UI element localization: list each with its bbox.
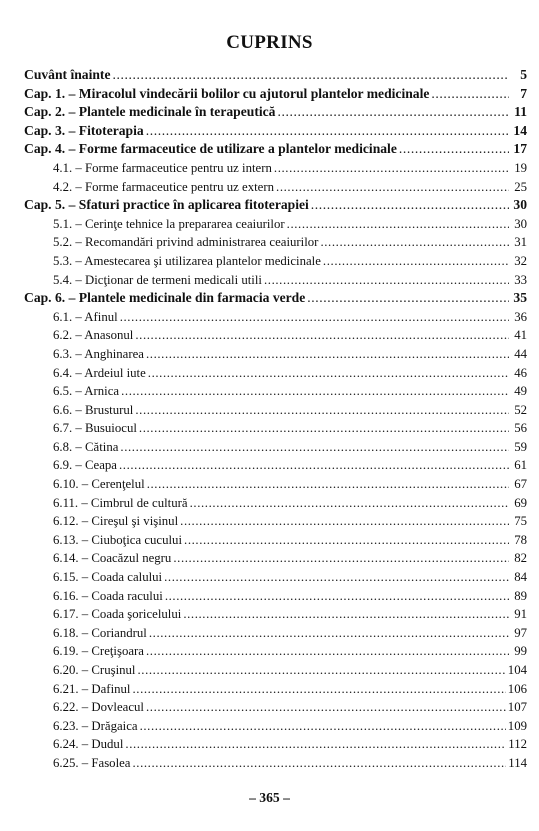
toc-entry-page-number: 52	[514, 402, 527, 417]
toc-entry-label: 6.17. – Coada şoricelului	[53, 607, 182, 622]
toc-entry-label: 6.10. – Cerenţelul	[53, 477, 145, 492]
table-of-contents	[24, 66, 527, 773]
dot-leader	[399, 140, 509, 159]
dot-leader	[165, 587, 509, 606]
dot-leader	[132, 754, 506, 773]
toc-entry-label: Cap. 5. – Sfaturi practice în aplicarea fitoterapiei	[24, 197, 309, 213]
toc-subsection-entry	[24, 735, 527, 754]
toc-entry-label: 5.2. – Recomandări privind administrarea ceaiurilor	[53, 235, 319, 250]
toc-chapter-entry	[24, 66, 527, 85]
dot-leader	[287, 215, 509, 234]
toc-entry-page-number: 78	[514, 532, 527, 547]
toc-entry-page-number: 44	[514, 346, 527, 361]
toc-entry-page-number: 112	[508, 737, 527, 752]
dot-leader	[135, 326, 509, 345]
toc-entry-label: 6.14. – Coacăzul negru	[53, 551, 172, 566]
toc-subsection-entry	[24, 680, 527, 699]
toc-subsection-entry	[24, 178, 527, 197]
toc-entry-page-number: 91	[514, 607, 527, 622]
toc-subsection-entry	[24, 698, 527, 717]
toc-chapter-entry	[24, 289, 527, 308]
toc-subsection-entry	[24, 271, 527, 290]
toc-entry-label: 6.8. – Cătina	[53, 439, 119, 454]
toc-entry-label: 6.20. – Cruşinul	[53, 663, 136, 677]
toc-entry-label: 6.7. – Busuiocul	[53, 421, 137, 436]
toc-entry-page-number: 67	[514, 477, 527, 492]
toc-entry-page-number: 84	[514, 570, 527, 585]
toc-subsection-entry	[24, 661, 527, 680]
toc-subsection-entry	[24, 512, 527, 531]
toc-entry-label: 6.15. – Coada calului	[53, 570, 163, 585]
toc-chapter-entry	[24, 122, 527, 141]
toc-subsection-entry	[24, 642, 527, 661]
toc-subsection-entry	[24, 233, 527, 252]
dot-leader	[323, 252, 509, 271]
toc-entry-label: 6.9. – Ceapa	[53, 458, 117, 473]
toc-entry-label: Cap. 2. – Plantele medicinale în terapeutică	[24, 104, 276, 120]
toc-chapter-entry	[24, 140, 527, 159]
toc-subsection-entry	[24, 401, 527, 420]
toc-entry-page-number: 82	[514, 551, 527, 566]
toc-entry-page-number: 17	[513, 141, 527, 157]
dot-leader	[147, 475, 509, 494]
toc-entry-label: 6.16. – Coada racului	[53, 588, 163, 603]
dot-leader	[146, 698, 506, 717]
dot-leader	[120, 308, 509, 327]
toc-entry-label: Cuvânt înainte	[24, 67, 111, 82]
toc-entry-label: 6.23. – Drăgaica	[53, 718, 138, 733]
toc-entry-page-number: 69	[514, 495, 527, 510]
dot-leader	[146, 345, 509, 364]
toc-entry-page-number: 97	[514, 625, 527, 640]
dot-leader	[120, 438, 509, 457]
dot-leader	[146, 642, 509, 661]
toc-entry-page-number: 35	[513, 290, 527, 306]
dot-leader	[148, 364, 509, 383]
toc-entry-label: 6.12. – Cireşul şi vişinul	[53, 514, 179, 529]
toc-entry-label: 6.4. – Ardeiul iute	[53, 365, 146, 380]
toc-entry-label: 4.1. – Forme farmaceutice pentru uz intern	[53, 160, 272, 175]
toc-subsection-entry	[24, 438, 527, 457]
toc-entry-label: 6.19. – Creţişoara	[53, 644, 144, 659]
toc-subsection-entry	[24, 419, 527, 438]
toc-subsection-entry	[24, 717, 527, 736]
toc-entry-page-number: 104	[507, 663, 527, 677]
toc-entry-page-number: 31	[514, 235, 527, 250]
toc-subsection-entry	[24, 215, 527, 234]
dot-leader	[311, 196, 509, 215]
toc-entry-page-number: 14	[513, 122, 527, 138]
toc-entry-label: Cap. 6. – Plantele medicinale din farmacia verde	[24, 290, 306, 306]
dot-leader	[121, 382, 509, 401]
dot-leader	[320, 233, 509, 252]
toc-entry-label: 5.3. – Amestecarea şi utilizarea plantelor medicinale	[53, 253, 321, 268]
toc-entry-label: 6.18. – Coriandrul	[53, 625, 147, 640]
toc-entry-label: Cap. 3. – Fitoterapia	[24, 122, 144, 138]
toc-entry-page-number: 59	[514, 439, 527, 454]
toc-entry-page-number: 49	[514, 384, 527, 399]
toc-subsection-entry	[24, 364, 527, 383]
toc-entry-label: 6.6. – Brusturul	[53, 402, 134, 417]
toc-entry-page-number: 25	[514, 179, 527, 194]
toc-subsection-entry	[24, 754, 527, 773]
toc-entry-page-number: 30	[513, 197, 527, 213]
toc-subsection-entry	[24, 326, 527, 345]
toc-entry-page-number: 114	[508, 755, 527, 770]
toc-entry-page-number: 109	[507, 718, 527, 733]
toc-entry-page-number: 36	[514, 309, 527, 324]
dot-leader	[277, 103, 509, 122]
dot-leader	[137, 661, 505, 680]
toc-entry-page-number: 41	[514, 328, 527, 343]
toc-entry-label: 6.21. – Dafinul	[53, 681, 131, 696]
toc-chapter-entry	[24, 196, 527, 215]
toc-entry-page-number: 5	[520, 67, 527, 82]
toc-entry-page-number: 99	[514, 644, 527, 659]
toc-entry-page-number: 19	[514, 160, 527, 175]
dot-leader	[274, 159, 509, 178]
toc-entry-label: Cap. 1. – Miracolul vindecării bolilor cu ajutorul plantelor medicinale	[24, 85, 430, 101]
toc-subsection-entry	[24, 308, 527, 327]
dot-leader	[135, 401, 509, 420]
toc-entry-page-number: 89	[514, 588, 527, 603]
dot-leader	[149, 624, 509, 643]
toc-entry-page-number: 11	[514, 104, 527, 120]
dot-leader	[184, 531, 509, 550]
dot-leader	[173, 549, 509, 568]
toc-subsection-entry	[24, 159, 527, 178]
toc-entry-page-number: 106	[507, 681, 527, 696]
toc-subsection-entry	[24, 456, 527, 475]
dot-leader	[125, 735, 506, 754]
toc-entry-page-number: 61	[514, 458, 527, 473]
dot-leader	[132, 680, 505, 699]
toc-entry-label: 5.1. – Cerinţe tehnice la prepararea ceaiurilor	[53, 216, 285, 231]
toc-entry-page-number: 75	[514, 514, 527, 529]
toc-entry-page-number: 107	[507, 700, 527, 715]
dot-leader	[139, 419, 509, 438]
toc-entry-page-number: 7	[520, 85, 527, 101]
dot-leader	[264, 271, 509, 290]
toc-chapter-entry	[24, 85, 527, 104]
toc-entry-label: 6.1. – Afinul	[53, 309, 118, 324]
dot-leader	[164, 568, 509, 587]
toc-entry-label: 4.2. – Forme farmaceutice pentru uz extern	[53, 179, 275, 194]
dot-leader	[140, 717, 506, 736]
toc-subsection-entry	[24, 475, 527, 494]
toc-subsection-entry	[24, 252, 527, 271]
toc-entry-label: 6.11. – Cimbrul de cultură	[53, 495, 188, 510]
toc-entry-label: Cap. 4. – Forme farmaceutice de utilizare a plantelor medicinale	[24, 141, 397, 157]
toc-entry-page-number: 46	[514, 365, 527, 380]
toc-entry-label: 6.2. – Anasonul	[53, 328, 134, 343]
toc-entry-page-number: 32	[514, 253, 527, 268]
toc-subsection-entry	[24, 568, 527, 587]
toc-entry-label: 6.22. – Dovleacul	[53, 700, 144, 715]
dot-leader	[307, 289, 509, 308]
toc-entry-label: 6.25. – Fasolea	[53, 755, 131, 770]
page-title: CUPRINS	[226, 32, 313, 53]
toc-subsection-entry	[24, 549, 527, 568]
toc-entry-label: 6.3. – Anghinarea	[53, 346, 144, 361]
toc-entry-label: 6.5. – Arnica	[53, 384, 120, 399]
toc-subsection-entry	[24, 531, 527, 550]
dot-leader	[431, 85, 509, 104]
toc-chapter-entry	[24, 103, 527, 122]
toc-entry-page-number: 30	[514, 216, 527, 231]
dot-leader	[146, 122, 509, 141]
toc-subsection-entry	[24, 605, 527, 624]
page-number: – 365 –	[249, 790, 290, 805]
toc-entry-label: 6.24. – Dudul	[53, 737, 124, 752]
toc-subsection-entry	[24, 382, 527, 401]
toc-subsection-entry	[24, 587, 527, 606]
toc-subsection-entry	[24, 345, 527, 364]
dot-leader	[190, 494, 509, 513]
toc-entry-page-number: 56	[514, 421, 527, 436]
dot-leader	[183, 605, 509, 624]
toc-subsection-entry	[24, 494, 527, 513]
toc-subsection-entry	[24, 624, 527, 643]
dot-leader	[180, 512, 509, 531]
dot-leader	[113, 66, 510, 85]
toc-entry-page-number: 33	[514, 272, 527, 287]
toc-entry-label: 6.13. – Ciuboţica cucului	[53, 532, 183, 547]
dot-leader	[276, 178, 509, 197]
dot-leader	[119, 456, 509, 475]
toc-entry-label: 5.4. – Dicţionar de termeni medicali utili	[53, 272, 262, 287]
